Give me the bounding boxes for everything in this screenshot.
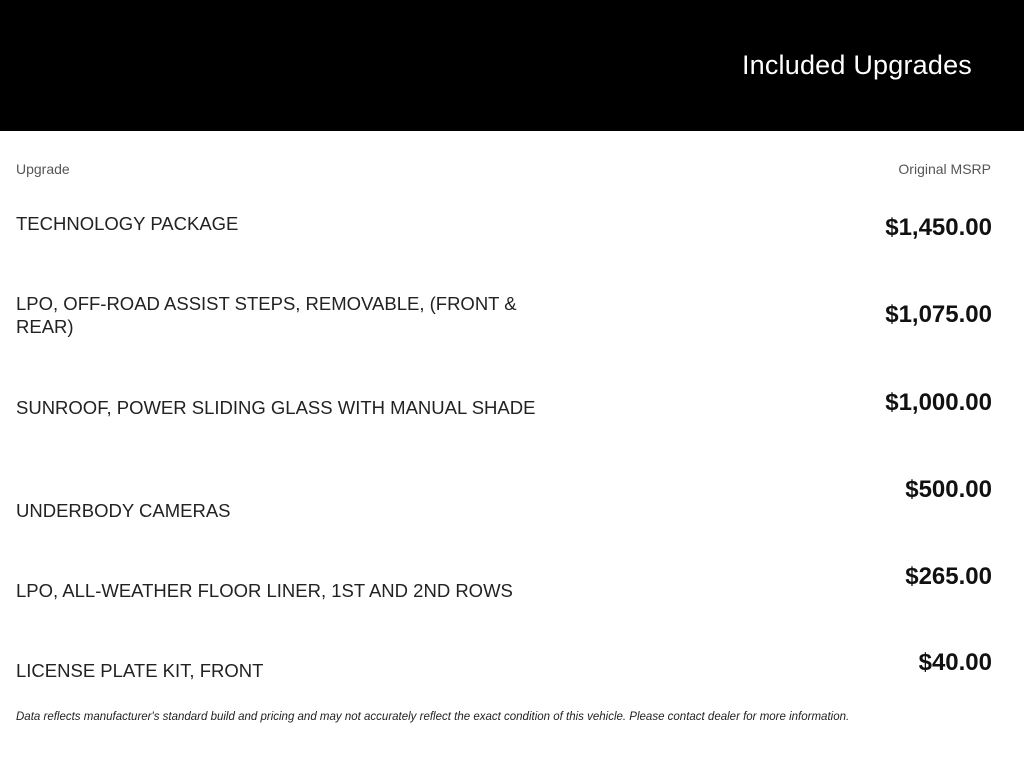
header-bar bbox=[0, 0, 1024, 131]
upgrade-name: LPO, ALL-WEATHER FLOOR LINER, 1ST AND 2ND ROWS bbox=[16, 580, 513, 601]
upgrade-name: LPO, OFF-ROAD ASSIST STEPS, REMOVABLE, (FRONT & REAR) bbox=[16, 293, 517, 337]
upgrade-price: $1,075.00 bbox=[885, 301, 992, 328]
disclaimer-text: Data reflects manufacturer's standard build and pricing and may not accurately reflect the exact condition of this vehicle. Please contact dealer for more information. bbox=[16, 711, 850, 723]
upgrade-price: $1,000.00 bbox=[885, 389, 992, 416]
upgrade-name: TECHNOLOGY PACKAGE bbox=[16, 213, 239, 234]
upgrade-name: SUNROOF, POWER SLIDING GLASS WITH MANUAL SHADE bbox=[16, 397, 536, 418]
upgrade-price: $40.00 bbox=[918, 649, 992, 676]
upgrade-price: $265.00 bbox=[905, 563, 992, 590]
column-header-upgrade: Upgrade bbox=[16, 161, 70, 177]
upgrade-price: $500.00 bbox=[905, 476, 992, 503]
upgrade-name: LICENSE PLATE KIT, FRONT bbox=[16, 660, 264, 681]
column-header-msrp: Original MSRP bbox=[898, 161, 991, 177]
upgrade-price: $1,450.00 bbox=[885, 214, 992, 241]
page-title: Included Upgrades bbox=[741, 50, 972, 80]
upgrade-name: UNDERBODY CAMERAS bbox=[16, 500, 231, 521]
